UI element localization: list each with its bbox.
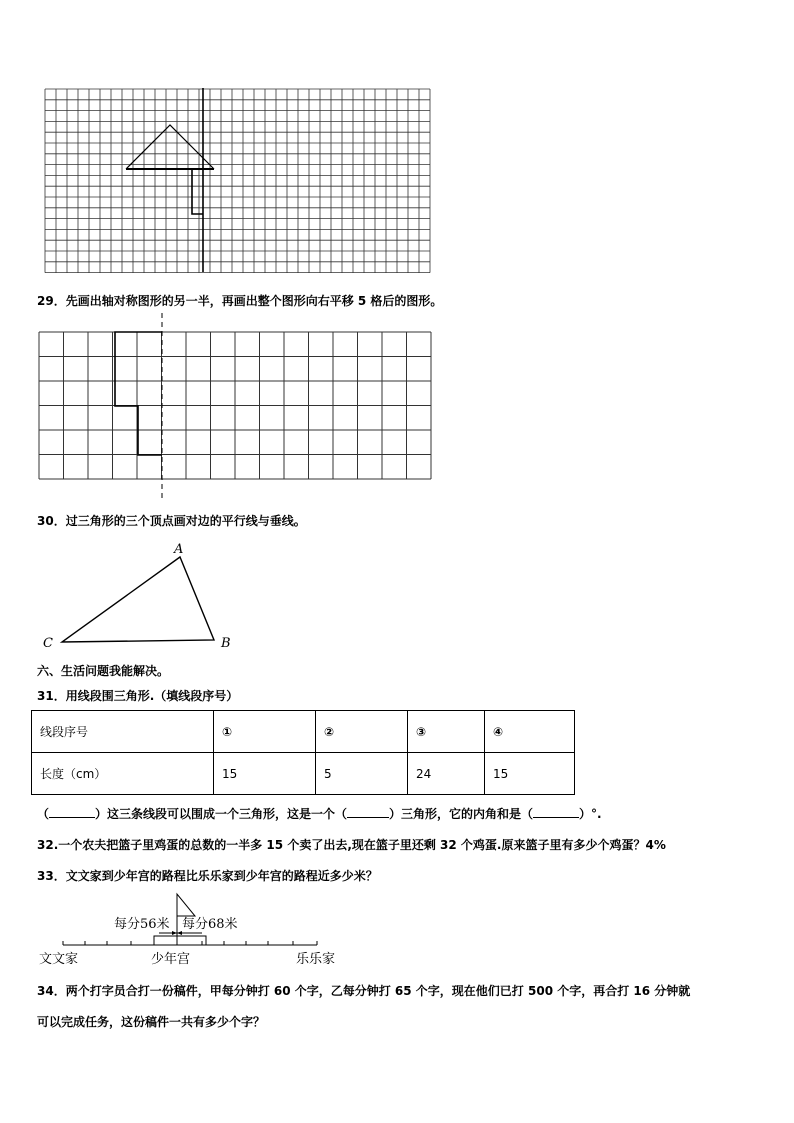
triangle-shape: [126, 125, 214, 169]
distance-diagram: [36, 890, 356, 970]
label-lele-home: 乐乐家: [296, 952, 336, 967]
segment-length-cell: 24: [408, 753, 485, 795]
vertex-label-b: B: [221, 636, 231, 651]
table-header-label: 线段序号: [32, 711, 214, 753]
segment-length-cell: 15: [485, 753, 575, 795]
fill-text: ）°.: [579, 807, 602, 821]
arrowhead-icon: [177, 931, 182, 935]
segment-length-cell: 15: [214, 753, 316, 795]
vertex-label-c: C: [43, 636, 53, 651]
half-figure-shape: [115, 332, 162, 455]
table-row: [32, 711, 575, 753]
section-6-title: 六、生活问题我能解决。: [37, 664, 170, 678]
segment-id-cell: ②: [316, 711, 408, 753]
label-wenwen-home: 文文家: [39, 952, 79, 967]
fill-text: ）这三条线段可以围成一个三角形，这是一个（: [95, 807, 348, 821]
segment-table: [31, 710, 575, 795]
table-row-label: 长度（cm）: [32, 753, 214, 795]
answer-blank[interactable]: [533, 805, 579, 818]
speed-label-left: 每分56米: [114, 917, 170, 932]
triangle-abc: [62, 557, 214, 642]
answer-blank[interactable]: [347, 805, 389, 818]
segment-length-cell: 5: [316, 753, 408, 795]
triangle-abc-figure: [38, 538, 248, 653]
segment-id-cell: ③: [408, 711, 485, 753]
speed-label-right: 每分68米: [182, 917, 238, 932]
question-31: 31．用线段围三角形.（填线段序号）: [37, 689, 239, 703]
answer-blank[interactable]: [49, 805, 95, 818]
segment-id-cell: ①: [214, 711, 316, 753]
symmetry-grid-figure: [38, 313, 436, 499]
fill-text: （: [37, 807, 50, 821]
arrowhead-icon: [172, 931, 177, 935]
question-33: 33．文文家到少年宫的路程比乐乐家到少年宫的路程近多少米？: [37, 869, 378, 883]
question-34-line2: 可以完成任务，这份稿件一共有多少个字？: [37, 1015, 266, 1029]
question-29: 29．先画出轴对称图形的另一半，再画出整个图形向右平移 5 格后的图形。: [37, 294, 443, 308]
vertex-label-a: A: [174, 542, 184, 557]
segment-id-cell: ④: [485, 711, 575, 753]
question-30: 30．过三角形的三个顶点画对边的平行线与垂线。: [37, 514, 306, 528]
label-youth-palace: 少年宫: [151, 952, 191, 967]
question-32: 32.一个农夫把篮子里鸡蛋的总数的一半多 15 个卖了出去,现在篮子里还剩 32 个鸡蛋.原来篮子里有多少个鸡蛋？4%: [37, 838, 666, 852]
question-34-line1: 34．两个打字员合打一份稿件，甲每分钟打 60 个字，乙每分钟打 65 个字，现在他们已打 500 个字，再合打 16 分钟就: [37, 984, 691, 998]
large-grid-figure: [44, 88, 432, 274]
fill-text: ）三角形，它的内角和是（: [389, 807, 534, 821]
flag-icon: [177, 894, 195, 916]
table-row: [32, 753, 575, 795]
bracket-left: [154, 936, 177, 945]
question-31-fill: [37, 805, 602, 822]
